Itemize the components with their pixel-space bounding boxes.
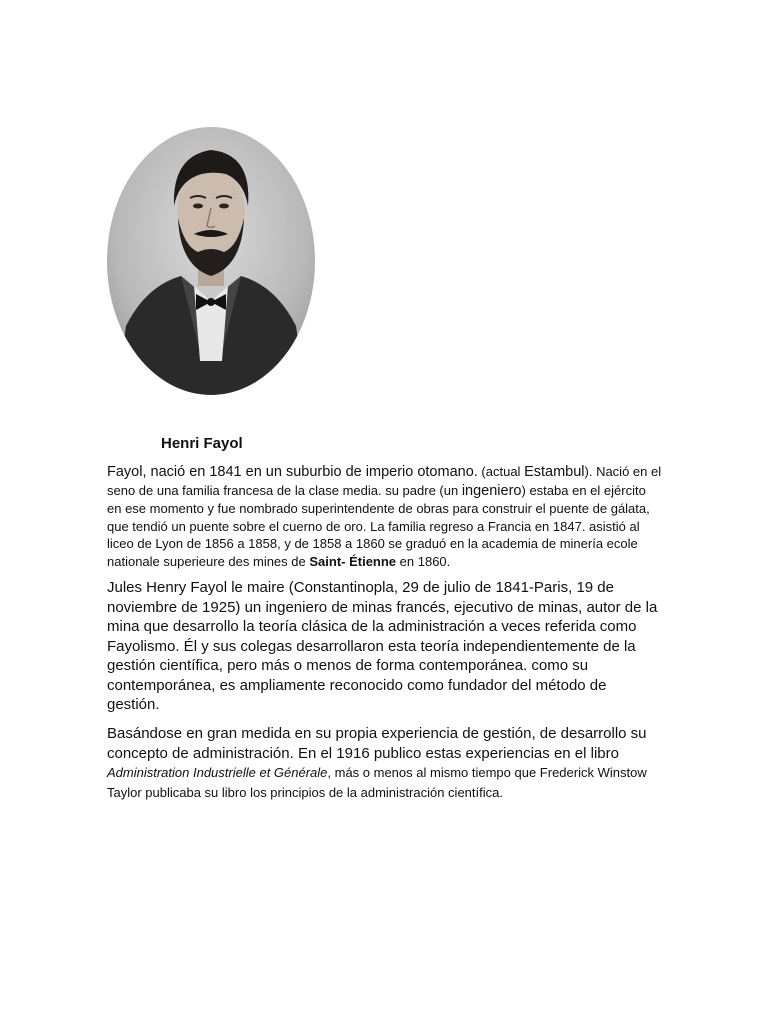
- page-title: Henri Fayol: [161, 435, 243, 452]
- text-span: Basándose en gran medida en su propia experiencia de gestión, de desarrollo su concepto de administración. En el 1916 publico estas experiencias en el libro: [107, 725, 647, 762]
- text-span: Fayol, nació en 1841 en un suburbio de imperio otomano.: [107, 464, 478, 480]
- text-span: ingeniero: [461, 482, 522, 499]
- portrait-photo: [106, 126, 316, 396]
- text-span: Constantinopla: [293, 579, 394, 596]
- text-span: , más o menos al mismo tiempo que Frederick Winstow Taylor publicaba su libro los principios de la administración científica.: [107, 765, 647, 800]
- paragraph-administration: [107, 724, 662, 802]
- text-span: en 1860.: [396, 553, 451, 569]
- text-span: (actual: [477, 464, 525, 479]
- text-span: Jules Henry Fayol le maire (: [107, 579, 294, 596]
- text-italic: Administration Industrielle et Générale: [107, 765, 328, 780]
- text-span: , 19 de noviembre de 1925) un ingeniero de minas francés, ejecutivo de minas, autor de la mina que desarrollo la teoría clásica de la administración a veces referida como Fayolismo. Él y sus colegas desarrollaron esta teoría independientemente de la gestión científica, pero más o menos de forma contemporánea. como su contemporánea, es ampliamente reconocido como fundador del método de gestión.: [107, 579, 658, 713]
- text-span: Estambul: [524, 464, 585, 480]
- text-span: , 29 de julio de 1841-: [393, 579, 534, 596]
- text-span: Paris: [533, 579, 569, 596]
- text-bold: Saint- Étienne: [309, 553, 397, 569]
- text-span: ) estaba en el ejército en ese momento y fue nombrado superintendente de obras para construir el puente de gálata, que tendió un puente sobre el cuerno de oro. La familia regreso a Francia en 1847. asistió al liceo de Lyon de 1856 a 1858, y de 1858 a 1860 se graduó en la academia de minería ecole nationale superieure des mines de: [107, 482, 650, 569]
- paragraph-biography: [107, 578, 662, 715]
- text-span: ). Nació en el seno de una familia francesa de la clase media. su padre (un: [107, 464, 662, 498]
- paragraph-intro: [107, 463, 662, 570]
